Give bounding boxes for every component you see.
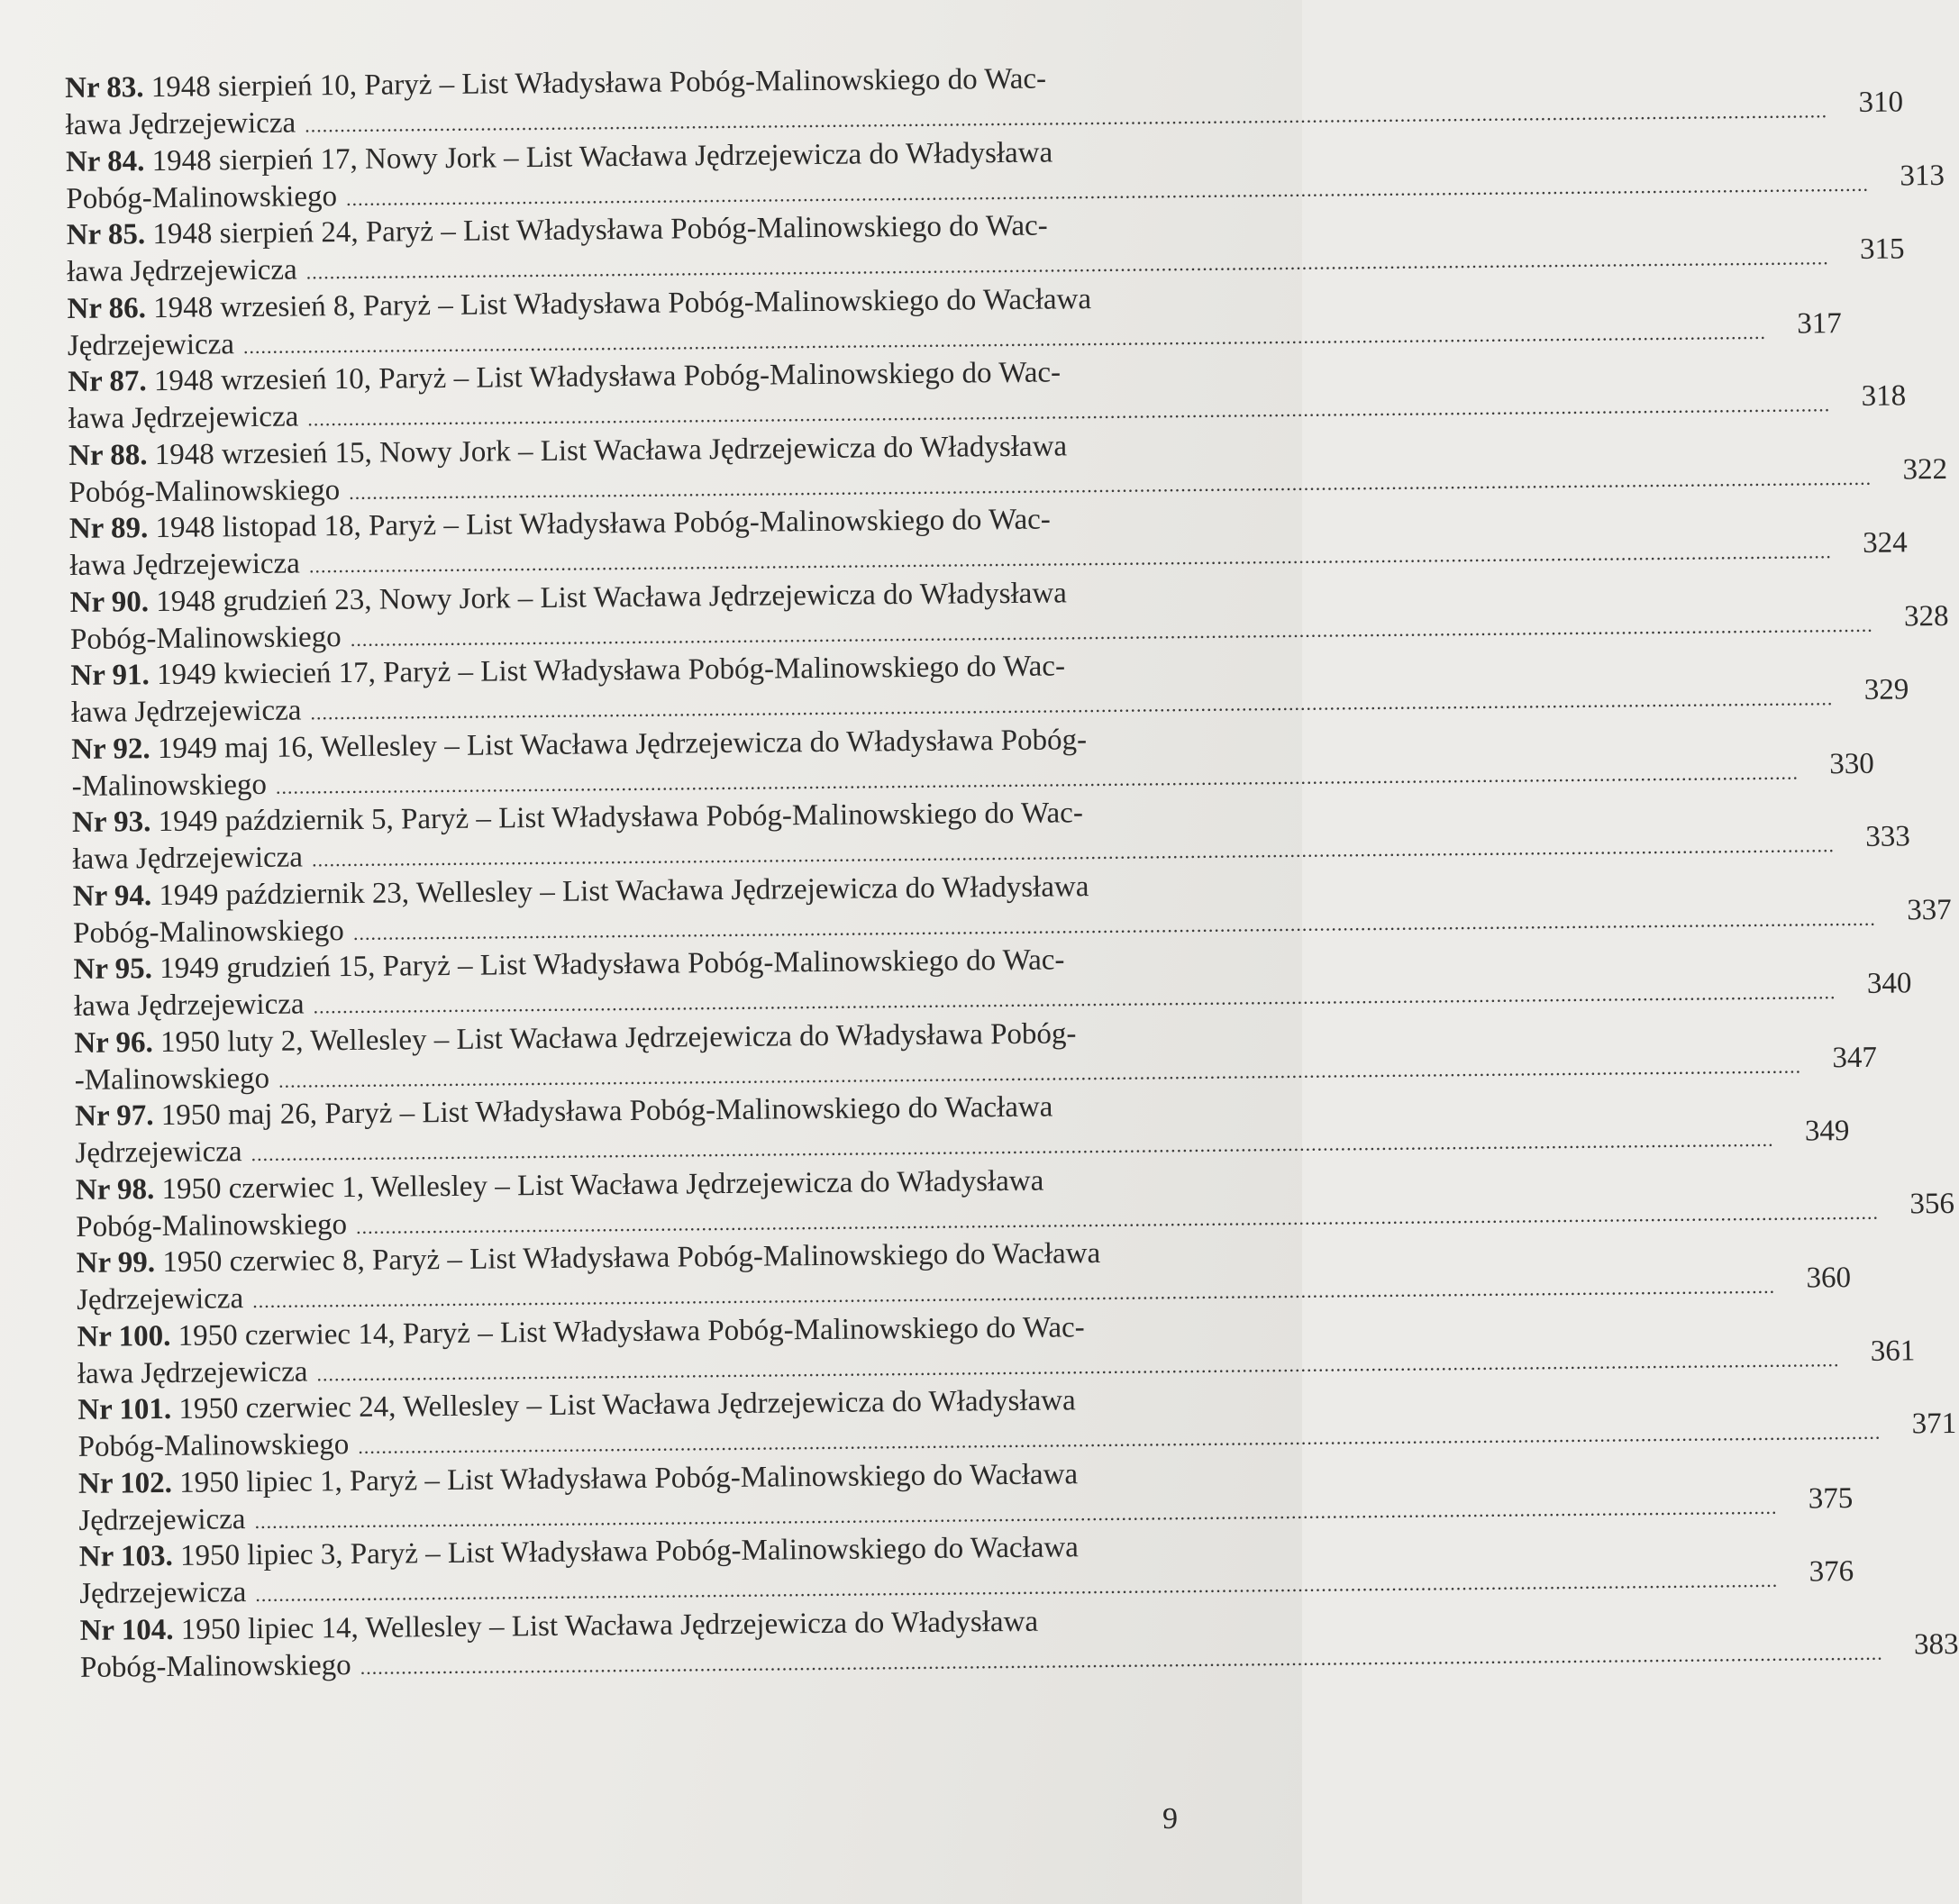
toc-entry xyxy=(68,500,1908,584)
entry-description-continuation: ława Jędrzejewicza xyxy=(77,1354,308,1390)
entry-description: 1948 grudzień 23, Nowy Jork – List Wacława Jędrzejewicza do Władysława xyxy=(148,576,1067,618)
dot-leader: .................................................................................................................................................................................................................................................................... xyxy=(307,393,1831,431)
entry-description-continuation: ława Jędrzejewicza xyxy=(65,106,296,141)
entry-page-number: 318 xyxy=(1861,379,1907,413)
page-number: 9 xyxy=(1162,1802,1178,1836)
dot-leader: .................................................................................................................................................................................................................................................................... xyxy=(275,761,1799,798)
entry-number: Nr 91. xyxy=(70,659,150,692)
entry-description-continuation: Jędrzejewicza xyxy=(67,327,235,362)
entry-description: 1949 październik 23, Wellesley – List Wacława Jędrzejewicza do Władysława xyxy=(151,870,1089,912)
toc-entry xyxy=(76,1234,1852,1318)
dot-leader: .................................................................................................................................................................................................................................................................... xyxy=(350,613,1873,651)
entry-description-continuation: Pobóg-Malinowskiego xyxy=(76,1207,348,1244)
entry-description: 1949 październik 5, Paryż – List Władysława Pobóg-Malinowskiego do Wac- xyxy=(150,797,1084,839)
entry-number: Nr 94. xyxy=(72,879,152,913)
entry-page-number: 333 xyxy=(1865,820,1911,853)
entry-description: 1949 maj 16, Wellesley – List Wacława Jędrzejewicza do Władysława Pobóg- xyxy=(150,723,1088,765)
entry-description: 1950 czerwiec 24, Wellesley – List Wacława Jędrzejewicza do Władysława xyxy=(170,1384,1076,1426)
entry-page-number: 361 xyxy=(1870,1334,1916,1368)
entry-description-continuation: ława Jędrzejewicza xyxy=(72,841,304,876)
dot-leader: .................................................................................................................................................................................................................................................................... xyxy=(352,906,1876,944)
entry-description-continuation: Pobóg-Malinowskiego xyxy=(73,914,345,950)
entry-description-continuation: Pobóg-Malinowskiego xyxy=(79,1648,351,1684)
entry-number: Nr 101. xyxy=(77,1392,172,1426)
dot-leader: .................................................................................................................................................................................................................................................................... xyxy=(278,1054,1802,1092)
entry-description: 1948 wrzesień 8, Paryż – List Władysława Pobóg-Malinowskiego do Wacława xyxy=(145,282,1092,324)
entry-description-continuation: -Malinowskiego xyxy=(74,1061,270,1097)
entry-description-continuation: ława Jędrzejewicza xyxy=(73,988,305,1023)
entry-number: Nr 84. xyxy=(65,144,145,178)
dot-leader: .................................................................................................................................................................................................................................................................... xyxy=(360,1641,1883,1679)
entry-page-number: 322 xyxy=(1902,452,1948,486)
entry-page-number: 315 xyxy=(1859,232,1905,266)
entry-number: Nr 98. xyxy=(75,1172,155,1207)
entry-description-continuation: Jędrzejewicza xyxy=(79,1576,247,1610)
dot-leader: .................................................................................................................................................................................................................................................................... xyxy=(252,1274,1776,1313)
entry-page-number: 313 xyxy=(1900,159,1945,192)
entry-description: 1948 sierpień 17, Nowy Jork – List Wacława Jędrzejewicza do Władysława xyxy=(144,135,1053,178)
entry-description-continuation: Jędrzejewicza xyxy=(75,1135,242,1170)
entry-number: Nr 90. xyxy=(69,585,150,619)
dot-leader: .................................................................................................................................................................................................................................................................... xyxy=(311,834,1836,871)
entry-page-number: 371 xyxy=(1911,1407,1957,1441)
entry-page-number: 329 xyxy=(1863,673,1909,706)
entry-number: Nr 87. xyxy=(68,365,147,398)
entry-number: Nr 99. xyxy=(76,1246,156,1280)
toc-entry xyxy=(77,1455,1854,1539)
toc-entry xyxy=(79,1602,1959,1686)
entry-number: Nr 103. xyxy=(78,1539,173,1573)
entry-page-number: 310 xyxy=(1858,86,1904,119)
entry-page-number: 360 xyxy=(1806,1262,1852,1295)
entry-number: Nr 93. xyxy=(71,806,151,839)
entry-description: 1950 lipiec 3, Paryż – List Władysława Pobóg-Malinowskiego do Wacława xyxy=(172,1531,1080,1572)
toc-entry xyxy=(69,574,1949,658)
toc-entry xyxy=(74,1015,1878,1098)
entry-number: Nr 102. xyxy=(77,1466,173,1500)
dot-leader: .................................................................................................................................................................................................................................................................... xyxy=(254,1495,1778,1533)
entry-number: Nr 104. xyxy=(79,1613,174,1647)
entry-description: 1948 listopad 18, Paryż – List Władysława Pobóg-Malinowskiego do Wac- xyxy=(148,503,1051,545)
entry-description: 1950 maj 26, Paryż – List Władysława Pobóg-Malinowskiego do Wacława xyxy=(153,1090,1053,1133)
entry-number: Nr 89. xyxy=(68,512,149,545)
entry-page-number: 340 xyxy=(1866,967,1912,1000)
entry-page-number: 317 xyxy=(1797,306,1842,341)
dot-leader: .................................................................................................................................................................................................................................................................... xyxy=(305,99,1828,137)
entry-description: 1949 grudzień 15, Paryż – List Władysława Pobóg-Malinowskiego do Wac- xyxy=(151,943,1065,986)
entry-page-number: 349 xyxy=(1804,1115,1850,1148)
toc-entry xyxy=(66,206,1905,290)
entry-description-continuation: ława Jędrzejewicza xyxy=(70,694,302,729)
entry-description-continuation: Pobóg-Malinowskiego xyxy=(69,620,342,656)
toc-entry xyxy=(67,280,1842,364)
entry-page-number: 383 xyxy=(1913,1627,1959,1661)
entry-description-continuation: Jędrzejewicza xyxy=(78,1502,246,1537)
entry-description-continuation: ława Jędrzejewicza xyxy=(66,253,297,288)
dot-leader: .................................................................................................................................................................................................................................................................... xyxy=(345,172,1870,210)
entry-description: 1949 kwiecień 17, Paryż – List Władysława Pobóg-Malinowskiego do Wac- xyxy=(149,650,1066,692)
entry-description: 1950 czerwiec 1, Wellesley – List Wacława Jędrzejewicza do Władysława xyxy=(154,1164,1044,1206)
entry-description: 1948 sierpień 24, Paryż – List Władysława Pobóg-Malinowskiego do Wac- xyxy=(144,209,1048,251)
entry-number: Nr 86. xyxy=(67,291,147,325)
toc-entry xyxy=(65,59,1904,143)
entry-number: Nr 92. xyxy=(71,732,150,766)
toc-entry xyxy=(72,868,1952,952)
entry-page-number: 376 xyxy=(1809,1555,1854,1589)
entry-description-continuation: Pobóg-Malinowskiego xyxy=(77,1428,350,1463)
entry-description-continuation: Jędrzejewicza xyxy=(76,1282,244,1316)
entry-description: 1950 luty 2, Wellesley – List Wacława Jędrzejewicza do Władysława Pobóg- xyxy=(152,1016,1077,1059)
entry-page-number: 337 xyxy=(1907,893,1952,926)
dot-leader: .................................................................................................................................................................................................................................................................... xyxy=(358,1420,1882,1458)
entry-description: 1950 lipiec 1, Paryż – List Władysława Pobóg-Malinowskiego do Wacława xyxy=(171,1457,1079,1499)
dot-leader: .................................................................................................................................................................................................................................................................... xyxy=(242,320,1767,358)
toc-entry xyxy=(71,721,1874,805)
toc-entry xyxy=(65,133,1945,217)
entry-number: Nr 85. xyxy=(66,218,146,251)
entry-description: 1950 czerwiec 14, Paryż – List Władysława Pobóg-Malinowskiego do Wac- xyxy=(170,1310,1085,1353)
entry-description-continuation: -Malinowskiego xyxy=(71,768,268,803)
toc-entry xyxy=(68,353,1907,437)
dot-leader: .................................................................................................................................................................................................................................................................... xyxy=(308,540,1832,578)
entry-description: 1948 sierpień 10, Paryż – List Władysława Pobóg-Malinowskiego do Wac- xyxy=(143,62,1047,105)
entry-number: Nr 83. xyxy=(65,71,144,105)
toc-entry xyxy=(68,427,1948,511)
entry-description-continuation: Pobóg-Malinowskiego xyxy=(68,473,341,509)
entry-description: 1950 lipiec 14, Wellesley – List Wacława Jędrzejewicza do Władysława xyxy=(173,1605,1039,1646)
entry-page-number: 330 xyxy=(1829,747,1874,780)
entry-number: Nr 96. xyxy=(74,1025,153,1060)
entry-number: Nr 95. xyxy=(73,952,153,986)
entry-number: Nr 97. xyxy=(74,1099,154,1133)
dot-leader: .................................................................................................................................................................................................................................................................... xyxy=(355,1200,1880,1238)
entry-page-number: 328 xyxy=(1903,599,1949,633)
entry-page-number: 356 xyxy=(1909,1187,1955,1220)
entry-description-continuation: Pobóg-Malinowskiego xyxy=(66,179,338,215)
toc-entry xyxy=(78,1528,1854,1612)
dot-leader: .................................................................................................................................................................................................................................................................... xyxy=(310,687,1834,724)
dot-leader: .................................................................................................................................................................................................................................................................... xyxy=(251,1127,1774,1166)
entry-page-number: 324 xyxy=(1863,526,1908,560)
entry-description: 1950 czerwiec 8, Paryż – List Władysława Pobóg-Malinowskiego do Wacława xyxy=(154,1237,1101,1280)
toc-entry xyxy=(77,1381,1957,1465)
dot-leader: .................................................................................................................................................................................................................................................................... xyxy=(255,1568,1779,1607)
entry-description: 1948 wrzesień 10, Paryż – List Władysława Pobóg-Malinowskiego do Wac- xyxy=(146,356,1062,398)
toc-entry xyxy=(75,1162,1955,1245)
dot-leader: .................................................................................................................................................................................................................................................................... xyxy=(313,980,1836,1018)
toc-entry xyxy=(70,647,1909,731)
toc-entry xyxy=(73,941,1912,1025)
entry-number: Nr 100. xyxy=(77,1319,171,1353)
dot-leader: .................................................................................................................................................................................................................................................................... xyxy=(305,246,1829,284)
entry-description: 1948 wrzesień 15, Nowy Jork – List Wacława Jędrzejewicza do Władysława xyxy=(147,429,1068,471)
entry-page-number: 375 xyxy=(1808,1481,1854,1515)
toc-entry xyxy=(77,1308,1916,1392)
dot-leader: .................................................................................................................................................................................................................................................................... xyxy=(316,1347,1840,1385)
dot-leader: .................................................................................................................................................................................................................................................................... xyxy=(349,466,1872,504)
entry-description-continuation: ława Jędrzejewicza xyxy=(68,400,299,435)
table-of-contents xyxy=(65,59,1959,1686)
toc-entry xyxy=(74,1088,1850,1171)
entry-description-continuation: ława Jędrzejewicza xyxy=(69,547,301,582)
entry-number: Nr 88. xyxy=(68,438,148,472)
entry-page-number: 347 xyxy=(1832,1041,1878,1074)
toc-entry xyxy=(71,794,1911,878)
